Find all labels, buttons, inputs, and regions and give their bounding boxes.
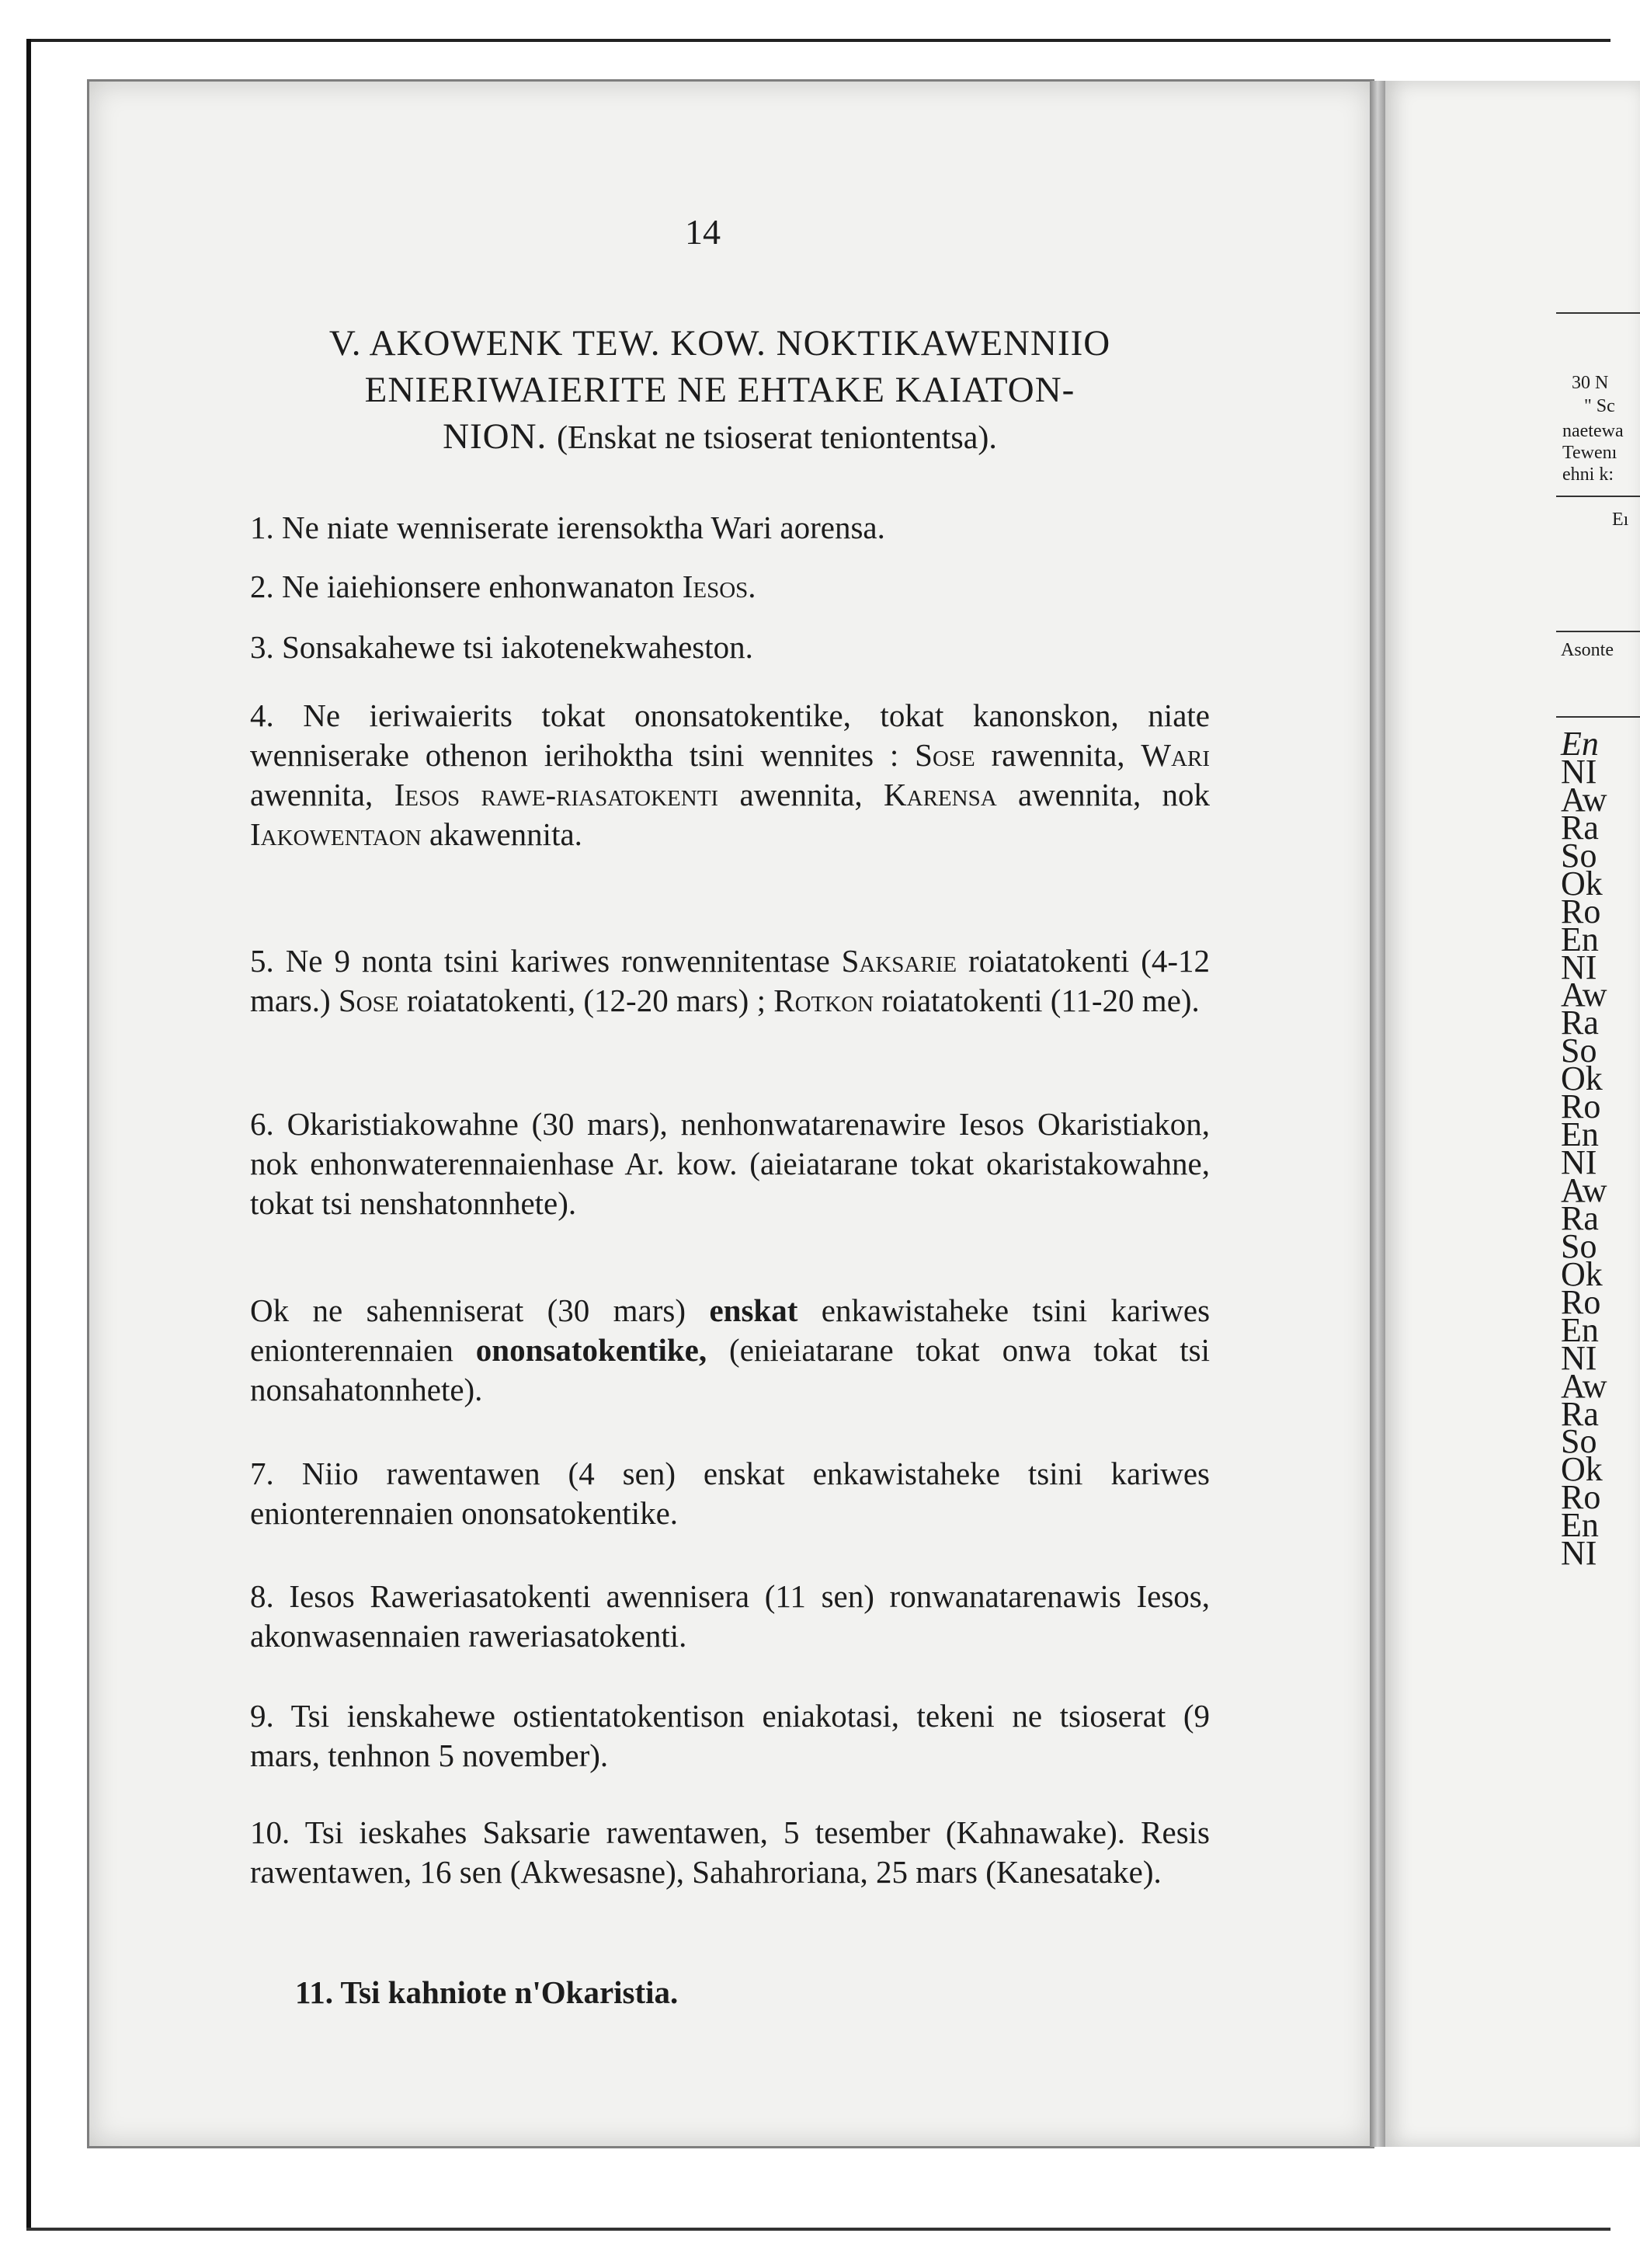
list-item-3: 3. Sonsakahewe tsi iakotenekwaheston. <box>250 629 753 665</box>
right-list-item: So <box>1561 1422 1597 1461</box>
item-5-name-3: Rotkon <box>773 983 874 1018</box>
film-frame-left <box>26 39 31 2229</box>
item-2-name: Iesos. <box>682 569 756 604</box>
item-5-text-3: roiatatokenti, (12-20 mars) ; <box>406 983 766 1018</box>
right-list-item: NI <box>1561 948 1597 986</box>
right-list-item: Ok <box>1561 1450 1603 1489</box>
item-5-text-4: roiatatokenti (11-20 me). <box>881 983 1200 1018</box>
right-list-item: Ro <box>1561 1282 1601 1321</box>
right-list-item: So <box>1561 836 1597 875</box>
item-4-text-6: akawennita. <box>429 816 582 852</box>
right-list-item: Ok <box>1561 864 1603 903</box>
ok-text-3: (enieiatarane tokat onwa tokat tsi nonsahatonnhete). <box>250 1332 1211 1407</box>
right-list-item: Ok <box>1561 1059 1603 1098</box>
item-2-text: 2. Ne iaiehionsere enhonwanaton <box>250 569 675 604</box>
ok-bold-1: enskat <box>709 1292 798 1328</box>
right-fragment-2: " Sc <box>1584 396 1615 416</box>
right-fragment-3: naetewa <box>1562 421 1624 441</box>
right-list-item: Ra <box>1561 1004 1599 1042</box>
list-item-2 <box>250 567 1210 607</box>
right-fragment-6: Eı <box>1612 510 1629 530</box>
right-list-item: Aw <box>1561 780 1607 819</box>
book-spine <box>1370 81 1385 2147</box>
item-4-text-4: awennita, <box>739 777 863 812</box>
list-item-6: 6. Okaristiakowahne (30 mars), nenhonwatarenawire Iesos Okaristiakon, nok enhonwaterennaienhase Ar. kow. (aieiatarane tokat okaristakowahne, tokat tsi nenshatonnhete). <box>250 1106 1210 1221</box>
list-item-1: 1. Ne niate wenniserate ierensoktha Wari aorensa. <box>250 510 885 545</box>
right-list-item: En <box>1561 1310 1599 1349</box>
section-heading <box>227 320 1213 461</box>
list-item-11: 11. Tsi kahniote n'Okaristia. <box>295 1974 679 2010</box>
right-list-item: NI <box>1561 1338 1597 1377</box>
ok-text-2: enkawistaheke tsini kariwes enionterennaien <box>250 1292 1211 1368</box>
right-list-item: Ro <box>1561 1478 1601 1517</box>
ok-text-1: Ok ne sahenniserat (30 mars) <box>250 1292 686 1328</box>
item-4-text-1: 4. Ne ieriwaierits tokat ononsatokentike, tokat kanonskon, niate wenniserake othenon ierihoktha tsini wennites : <box>250 697 1210 773</box>
list-item-5 <box>250 941 1210 1021</box>
item-5-name-2: Sose <box>338 983 399 1018</box>
film-frame-bottom <box>26 2228 1610 2231</box>
list-item-7: 7. Niio rawentawen (4 sen) enskat enkawistaheke tsini kariwes enionterennaien ononsatokentike. <box>250 1456 1210 1531</box>
heading-line-3 <box>227 413 1213 461</box>
right-list-item: Aw <box>1561 1171 1607 1209</box>
right-fragment-7: Asonte <box>1561 640 1614 660</box>
item-5-text-1: 5. Ne 9 nonta tsini kariwes ronwennitentase <box>250 943 830 979</box>
right-list-item: En <box>1561 725 1599 763</box>
ok-bold-2: ononsatokentike, <box>475 1332 707 1368</box>
item-4-name-1: Sose <box>915 737 975 773</box>
right-list-item: NI <box>1561 1143 1597 1182</box>
right-list-item: NI <box>1561 1534 1597 1573</box>
right-list-item: NI <box>1561 752 1597 791</box>
right-list-item: En <box>1561 1115 1599 1154</box>
heading-subtitle: (Enskat ne tsioserat teniontentsa). <box>557 420 997 456</box>
item-4-text-2: rawennita, <box>991 737 1125 773</box>
paragraph-ok <box>250 1291 1210 1410</box>
right-fragment-5: ehni k: <box>1562 464 1614 485</box>
item-4-name-2: Wari <box>1141 737 1211 773</box>
right-fragment-4: Tewenı <box>1562 443 1617 463</box>
list-item-4 <box>250 696 1210 854</box>
right-list-item: En <box>1561 1506 1599 1545</box>
item-4-text-3: awennita, <box>250 777 374 812</box>
list-item-10: 10. Tsi ieskahes Saksarie rawentawen, 5 tesember (Kahnawake). Resis rawentawen, 16 sen (Akwesasne), Sahahroriana, 25 mars (Kanesatake). <box>250 1814 1210 1890</box>
item-4-name-3: Iesos rawe-riasatokenti <box>394 777 719 812</box>
page-number: 14 <box>685 212 721 252</box>
item-5-name-1: Saksarie <box>841 943 957 979</box>
right-list-item: Aw <box>1561 1366 1607 1405</box>
right-list-item: Ra <box>1561 1198 1599 1237</box>
list-item-9: 9. Tsi ienskahewe ostientatokentison eniakotasi, tekeni ne tsioserat (9 mars, tenhnon 5 november). <box>250 1698 1210 1773</box>
right-list-item: Ro <box>1561 1087 1601 1126</box>
right-list-item: En <box>1561 920 1599 958</box>
heading-line-1: V. AKOWENK TEW. KOW. NOKTIKAWENNIIO <box>328 323 1111 364</box>
right-list-item: Ra <box>1561 1394 1599 1433</box>
right-fragment-1: 30 N <box>1572 373 1609 393</box>
item-4-name-5: Iakowentaon <box>250 816 422 852</box>
right-list-item: So <box>1561 1226 1597 1265</box>
right-list-item: So <box>1561 1031 1597 1070</box>
item-4-text-5: awennita, nok <box>1017 777 1211 812</box>
right-column-list <box>1561 725 1607 1573</box>
item-4-name-4: Karensa <box>884 777 997 812</box>
item-5-text-2: roiatatokenti (4-12 mars.) <box>250 943 1211 1018</box>
right-list-item: Ra <box>1561 808 1599 847</box>
right-list-item: Ok <box>1561 1254 1603 1293</box>
right-list-item: Ro <box>1561 892 1601 931</box>
film-frame-top <box>26 39 1610 42</box>
heading-line-3-main: NION. <box>443 416 547 457</box>
heading-line-2: ENIERIWAIERITE NE EHTAKE KAIATON- <box>364 370 1075 410</box>
list-item-8: 8. Iesos Raweriasatokenti awennisera (11 sen) ronwanatarenawis Iesos, akonwasennaien raweriasatokenti. <box>250 1578 1210 1654</box>
right-list-item: Aw <box>1561 976 1607 1014</box>
